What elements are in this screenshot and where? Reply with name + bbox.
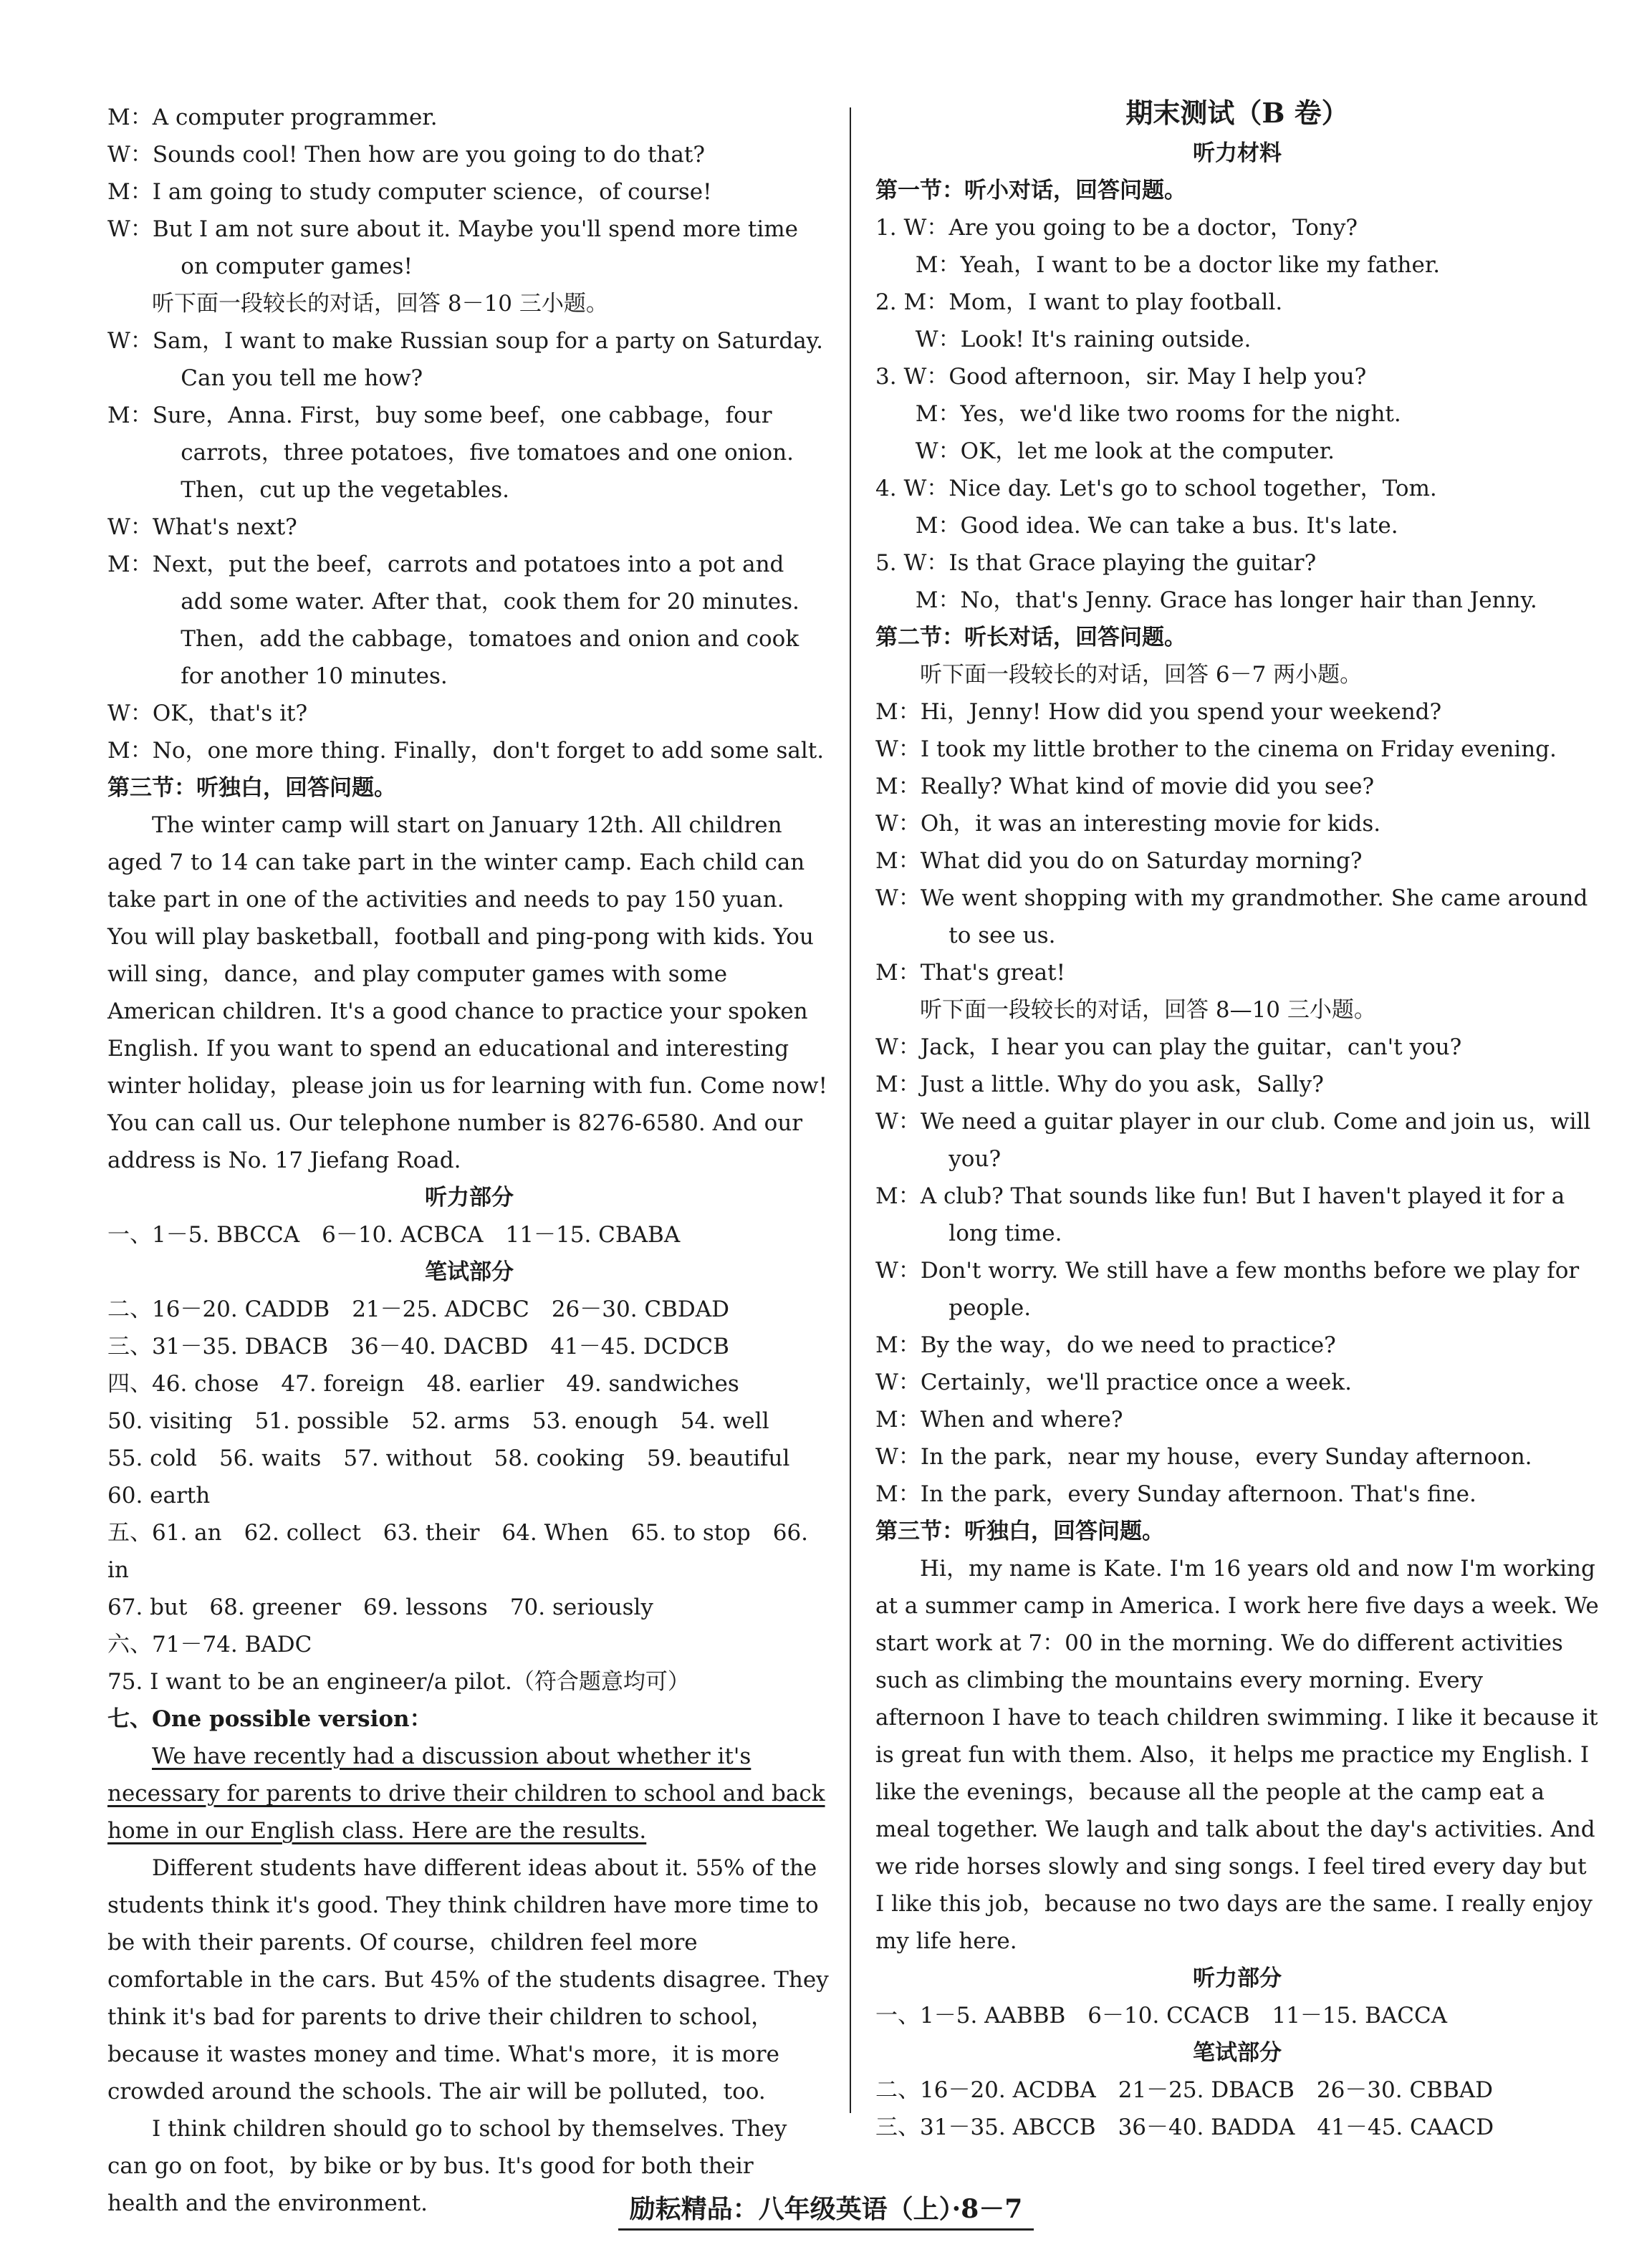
dialog-line: M：Hi，Jenny! How did you spend your weekend? [875, 699, 1442, 725]
part-7-heading: 七、One possible version： [107, 1706, 432, 1732]
dialog-line: W：Jack，I hear you can play the guitar，can't you? [875, 1034, 1462, 1060]
dialog-line: M：I am going to study computer science，of course! [107, 179, 712, 205]
listening-answers: 一、1－5. AABBB 6－10. CCACB 11－15. BACCA [875, 2003, 1448, 2029]
answers-part-4: 50. visiting 51. possible 52. arms 53. enough 54. well [107, 1408, 769, 1434]
dialog-line: M：Next，put the beef，carrots and potatoes into a pot and add some water. After that，cook them for 20 minutes. Then，add the cabbage，tomatoes and onion and cook for another 10 minutes. [107, 552, 799, 689]
section-3-heading: 第三节：听独白，回答问题。 [875, 1519, 1164, 1544]
dialog-line: W：We went shopping with my grandmother. She came around to see us. [875, 885, 1588, 948]
right-column [875, 99, 1599, 2146]
dialog-line: M：Sure，Anna. First，buy some beef，one cabbage，four carrots，three potatoes，five tomatoes and one onion. Then，cut up the vegetables. [107, 403, 794, 503]
dialog-line: M：When and where? [875, 1407, 1123, 1433]
dialog-line: M：Good idea. We can take a bus. It's late. [915, 513, 1398, 539]
footer-text: 励耘精品：八年级英语（上）·8－7 [618, 2194, 1034, 2231]
dialog-line: M：Yes，we'd like two rooms for the night. [915, 401, 1401, 427]
dialog-line: W：What's next? [107, 514, 297, 540]
column-divider [850, 107, 851, 2113]
dialog-line: W：In the park，near my house，every Sunday afternoon. [875, 1444, 1532, 1470]
essay-paragraph-1: We have recently had a discussion about whether it's necessary for parents to drive their children to school and back home in our English class. Here are the results. [107, 1743, 825, 1844]
dialog-line: 2. M：Mom，I want to play football. [875, 289, 1283, 315]
dialog-line: W：But I am not sure about it. Maybe you'll spend more time on computer games! [107, 216, 799, 279]
dialog-line: M：What did you do on Saturday morning? [875, 848, 1363, 874]
listening-heading: 听力部分 [1193, 1966, 1282, 1991]
dialog-line: W：Sounds cool! Then how are you going to do that? [107, 142, 705, 168]
answers-part-2: 二、16－20. ACDBA 21－25. DBACB 26－30. CBBAD [875, 2077, 1493, 2103]
section-1-heading: 第一节：听小对话，回答问题。 [875, 178, 1186, 203]
dialog-line: W：OK，let me look at the computer. [915, 438, 1335, 464]
listening-answers: 一、1－5. BBCCA 6－10. ACBCA 11－15. CBABA [107, 1222, 681, 1248]
listening-material-heading: 听力材料 [1193, 140, 1282, 166]
answers-part-2: 二、16－20. CADDB 21－25. ADCBC 26－30. CBDAD [107, 1296, 730, 1322]
answers-part-5: 五、61. an 62. collect 63. their 64. When 65. to stop 66. in [107, 1520, 809, 1583]
dialog-line: W：I took my little brother to the cinema on Friday evening. [875, 736, 1557, 762]
dialog-line: M：By the way，do we need to practice? [875, 1332, 1336, 1358]
dialog-line: 3. W：Good afternoon，sir. May I help you? [875, 364, 1367, 390]
dialog-line: M：That's great! [875, 960, 1066, 986]
answers-part-3: 三、31－35. ABCCB 36－40. BADDA 41－45. CAACD [875, 2114, 1494, 2140]
dialog-line: M：Really? What kind of movie did you see? [875, 774, 1375, 799]
dialog-line: W：Certainly，we'll practice once a week. [875, 1370, 1352, 1395]
dialog-line: M：A club? That sounds like fun! But I haven't played it for a long time. [875, 1183, 1565, 1246]
essay-paragraph-3: I think children should go to school by themselves. They can go on foot，by bike or by bus. It's good for both their health and the environment. [107, 2116, 787, 2216]
section-3-heading: 第三节：听独白，回答问题。 [107, 775, 396, 801]
monologue: The winter camp will start on January 12th. All children aged 7 to 14 can take part in the winter camp. Each child can take part in one of the activities and needs to pay 150 yuan. You will play basketball，football and ping-pong with kids. You will sing，dance，and play computer games with some American children. It's a good chance to practice your spoken English. If you want to spend an educational and interesting winter holiday，please join us for learning with fun. Come now! You can call us. Our telephone number is 8276-6580. And our address is No. 17 Jiefang Road. [107, 812, 827, 1173]
instruction-6-7: 听下面一段较长的对话，回答 6－7 两小题。 [920, 662, 1363, 688]
short-dialog-5 [875, 544, 1599, 619]
dialog-line: W：Oh，it was an interesting movie for kids. [875, 811, 1381, 837]
dialog-line: M：In the park，every Sunday afternoon. That's fine. [875, 1481, 1476, 1507]
dialog-8-10 [875, 1029, 1599, 1513]
instruction-8-10: 听下面一段较长的对话，回答 8—10 三小题。 [920, 997, 1376, 1023]
dialog-line: M：Just a little. Why do you ask，Sally? [875, 1072, 1324, 1097]
answers-part-6: 六、71－74. BADC [107, 1632, 312, 1658]
dialog-line: W：Don't worry. We still have a few months before we play for people. [875, 1258, 1580, 1321]
dialog-line: W：We need a guitar player in our club. Come and join us，will you? [875, 1109, 1591, 1172]
answers-part-3: 三、31－35. DBACB 36－40. DACBD 41－45. DCDCB [107, 1334, 729, 1360]
section-2-heading: 第二节：听长对话，回答问题。 [875, 625, 1186, 650]
answers-part-4: 四、46. chose 47. foreign 48. earlier 49. sandwiches [107, 1371, 739, 1397]
dialog-line: W：Look! It's raining outside. [915, 327, 1252, 352]
instruction-8-10: 听下面一段较长的对话，回答 8－10 三小题。 [152, 291, 608, 317]
page-footer [0, 2190, 1652, 2228]
dialog-line: M：No，that's Jenny. Grace has longer hair than Jenny. [915, 587, 1537, 613]
short-dialog-3 [875, 358, 1599, 470]
dialog-6-7 [875, 693, 1599, 991]
answers-part-4: 60. earth [107, 1483, 211, 1509]
short-dialog-1 [875, 209, 1599, 284]
dialog-line: W：OK，that's it? [107, 701, 308, 726]
written-heading: 笔试部分 [1193, 2040, 1282, 2066]
dialog-1 [107, 99, 831, 285]
short-dialog-2 [875, 284, 1599, 358]
answers-part-5: 67. but 68. greener 69. lessons 70. seriously [107, 1594, 653, 1620]
listening-heading: 听力部分 [425, 1185, 514, 1211]
dialog-line: M：No，one more thing. Finally，don't forget to add some salt. [107, 738, 825, 764]
left-column [107, 99, 831, 2222]
short-dialog-4 [875, 470, 1599, 544]
page-title: 期末测试（B 卷） [1125, 97, 1349, 129]
dialog-line: 5. W：Is that Grace playing the guitar? [875, 550, 1317, 576]
dialog-line: M：Yeah，I want to be a doctor like my father. [915, 252, 1441, 278]
written-heading: 笔试部分 [425, 1259, 514, 1285]
monologue: Hi，my name is Kate. I'm 16 years old and now I'm working at a summer camp in America. I work here five days a week. We start work at 7：00 in the morning. We do different activities such as climbing the mountains every morning. Every afternoon I have to teach children swimming. I like it because it is great fun with them. Also，it helps me practice my English. I like the evenings，because all the people at the camp eat a meal together. We laugh and talk about the day's activities. And we ride horses slowly and sing songs. I feel tired every day but I like this job，because no two days are the same. I really enjoy my life here. [875, 1556, 1599, 1954]
dialog-line: 1. W：Are you going to be a doctor，Tony? [875, 215, 1358, 241]
dialog-2 [107, 322, 831, 769]
answers-part-4: 55. cold 56. waits 57. without 58. cooking 59. beautiful [107, 1445, 790, 1471]
essay-paragraph-2: Different students have different ideas about it. 55% of the students think it's good. They think children have more time to be with their parents. Of course，children feel more comfortable in the cars. But 45% of the students disagree. They think it's bad for parents to drive their children to school，because it wastes money and time. What's more，it is more crowded around the schools. The air will be polluted，too. [107, 1855, 829, 2104]
answer-75: 75. I want to be an engineer/a pilot.（符合题意均可） [107, 1669, 690, 1695]
dialog-line: M：A computer programmer. [107, 105, 438, 130]
dialog-line: W：Sam，I want to make Russian soup for a party on Saturday. Can you tell me how? [107, 328, 823, 391]
dialog-line: 4. W：Nice day. Let's go to school together，Tom. [875, 476, 1437, 501]
